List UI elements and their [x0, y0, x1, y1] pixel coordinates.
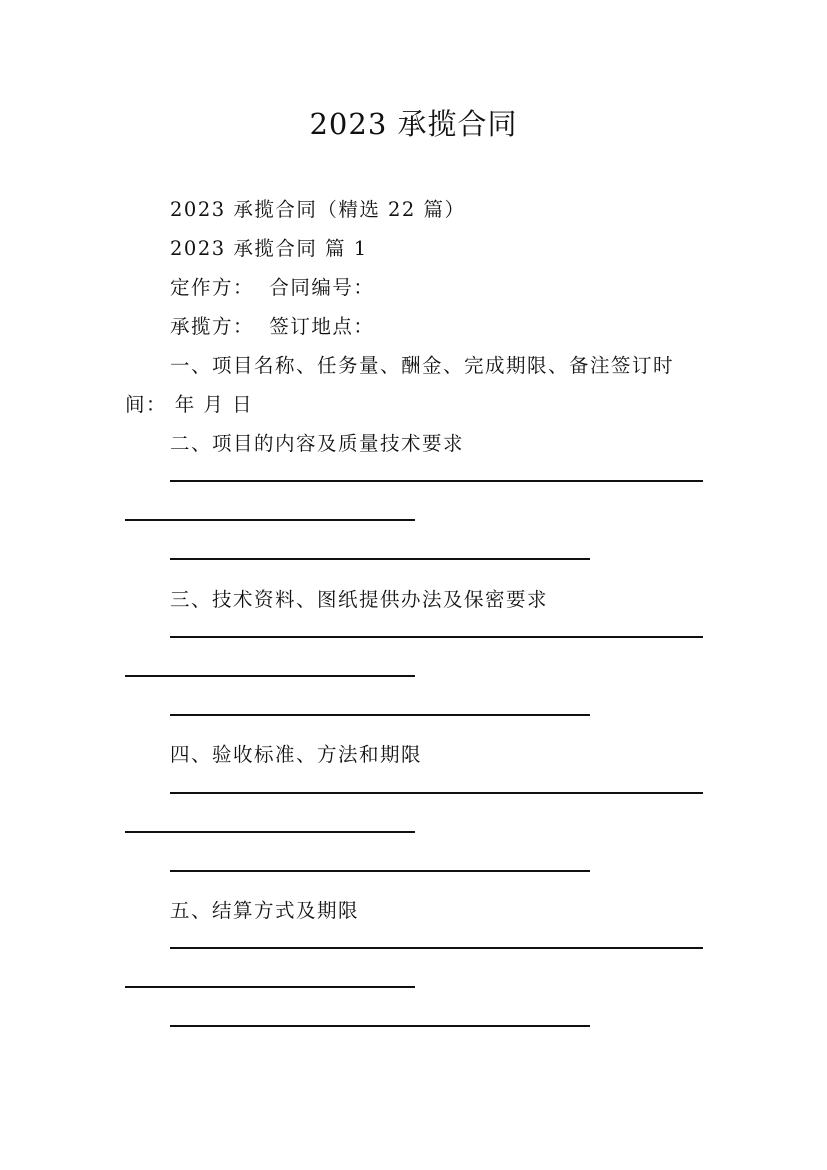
- blank-line: [170, 480, 703, 482]
- document-title: 2023 承揽合同: [309, 107, 518, 141]
- blank-line: [170, 636, 703, 638]
- contract-number-label: 合同编号：: [269, 276, 375, 299]
- party-a-label: 定作方：: [170, 276, 255, 299]
- section-2-heading: 二、项目的内容及质量技术要求: [170, 432, 465, 455]
- part-heading: 2023 承揽合同 篇 1: [170, 237, 368, 260]
- blank-line: [170, 870, 590, 872]
- blank-line: [125, 831, 415, 833]
- blank-line: [125, 675, 415, 677]
- section-4-heading: 四、验收标准、方法和期限: [170, 743, 423, 766]
- blank-line: [170, 792, 703, 794]
- blank-line: [125, 986, 415, 988]
- subtitle: 2023 承揽合同（精选 22 篇）: [170, 198, 466, 221]
- blank-line: [170, 558, 590, 560]
- sign-place-label: 签订地点：: [269, 315, 375, 338]
- section-5-heading: 五、结算方式及期限: [170, 899, 360, 922]
- blank-line: [170, 1025, 590, 1027]
- blank-line: [170, 714, 590, 716]
- section-3-heading: 三、技术资料、图纸提供办法及保密要求: [170, 588, 549, 611]
- party-b-row: [125, 313, 750, 341]
- blank-line: [170, 947, 703, 949]
- section-1-heading: 一、项目名称、任务量、酬金、完成期限、备注签订时: [170, 354, 675, 377]
- blank-line: [125, 519, 415, 521]
- party-b-label: 承揽方：: [170, 315, 255, 338]
- section-1-continuation: 间： 年 月 日: [125, 393, 254, 416]
- party-a-row: [125, 274, 750, 302]
